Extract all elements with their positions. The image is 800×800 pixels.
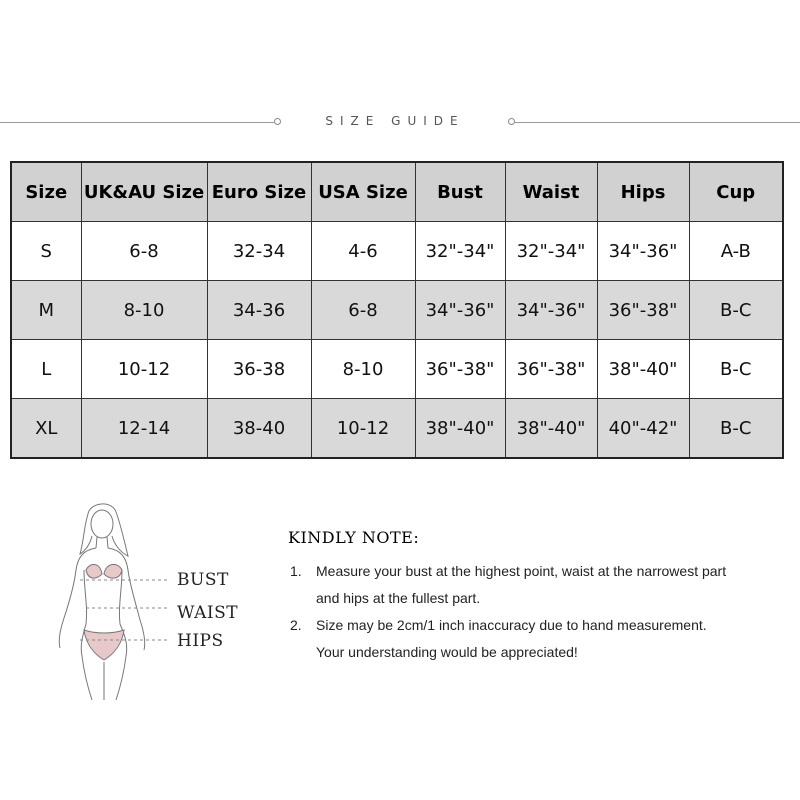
note-line: Your understanding would be appreciated! — [316, 644, 578, 660]
table-row — [11, 340, 783, 399]
note-line: Size may be 2cm/1 inch inaccuracy due to hand measurement. — [316, 617, 707, 633]
header-usa-size: USA Size — [311, 162, 415, 222]
table-cell: 38"-40" — [415, 399, 505, 459]
table-cell: 34"-36" — [415, 281, 505, 340]
note-number: 1. — [290, 563, 302, 579]
table-cell: 38-40 — [207, 399, 311, 459]
bust-label: BUST — [177, 570, 229, 590]
table-cell: XL — [11, 399, 81, 459]
table-cell: 32"-34" — [505, 222, 597, 281]
table-cell: 38"-40" — [597, 340, 689, 399]
note-list — [290, 558, 770, 666]
table-row — [11, 281, 783, 340]
table-cell: B-C — [689, 340, 783, 399]
table-cell: B-C — [689, 281, 783, 340]
header-size: Size — [11, 162, 81, 222]
note-title: KINDLY NOTE: — [288, 528, 420, 547]
note-item — [290, 612, 770, 666]
table-cell: 38"-40" — [505, 399, 597, 459]
table-cell: L — [11, 340, 81, 399]
table-cell: 6-8 — [81, 222, 207, 281]
table-cell: 34"-36" — [597, 222, 689, 281]
table-cell: 32"-34" — [415, 222, 505, 281]
table-cell: S — [11, 222, 81, 281]
note-line: and hips at the fullest part. — [316, 590, 481, 606]
waist-label: WAIST — [177, 603, 239, 623]
table-cell: B-C — [689, 399, 783, 459]
table-cell: 10-12 — [311, 399, 415, 459]
table-row — [11, 222, 783, 281]
table-cell: 36"-38" — [505, 340, 597, 399]
table-cell: 36-38 — [207, 340, 311, 399]
table-cell: 4-6 — [311, 222, 415, 281]
heading-rule-dot-left — [274, 118, 281, 125]
heading-title: SIZE GUIDE — [325, 114, 465, 128]
note-line: Measure your bust at the highest point, waist at the narrowest part — [316, 563, 727, 579]
table-cell: 8-10 — [311, 340, 415, 399]
header-euro-size: Euro Size — [207, 162, 311, 222]
header-uk-au-size: UK&AU Size — [81, 162, 207, 222]
table-cell: M — [11, 281, 81, 340]
header-hips: Hips — [597, 162, 689, 222]
table-cell: 32-34 — [207, 222, 311, 281]
table-cell: 6-8 — [311, 281, 415, 340]
heading-rule-left — [0, 122, 274, 123]
table-cell: 36"-38" — [415, 340, 505, 399]
hips-label: HIPS — [177, 631, 224, 651]
table-cell: 10-12 — [81, 340, 207, 399]
note-number: 2. — [290, 617, 302, 633]
size-table — [10, 161, 784, 459]
header-waist: Waist — [505, 162, 597, 222]
table-cell: A-B — [689, 222, 783, 281]
size-guide-heading — [0, 112, 800, 134]
header-bust: Bust — [415, 162, 505, 222]
body-figure-illustration — [40, 500, 170, 700]
table-cell: 8-10 — [81, 281, 207, 340]
header-cup: Cup — [689, 162, 783, 222]
note-item — [290, 558, 770, 612]
table-cell: 40"-42" — [597, 399, 689, 459]
table-cell: 34-36 — [207, 281, 311, 340]
heading-rule-right — [514, 122, 800, 123]
table-cell: 12-14 — [81, 399, 207, 459]
table-cell: 36"-38" — [597, 281, 689, 340]
table-row — [11, 399, 783, 459]
table-header-row — [11, 162, 783, 222]
table-cell: 34"-36" — [505, 281, 597, 340]
